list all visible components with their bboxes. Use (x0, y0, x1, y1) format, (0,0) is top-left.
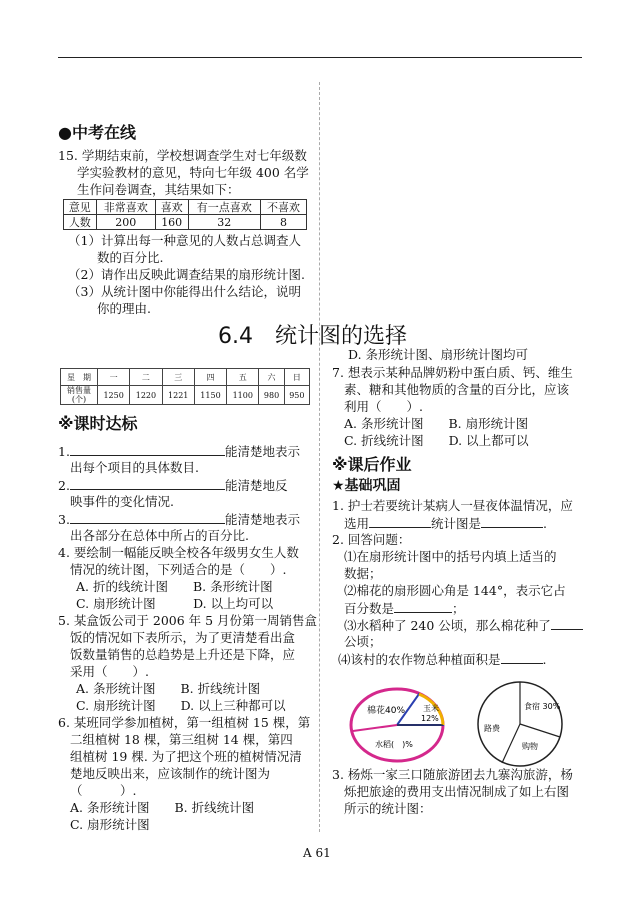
hw-q1-text-a: 选用 (344, 516, 370, 531)
q7-line-2: 素、糖和其他物质的含量的百分比，应该 (344, 382, 570, 397)
cotton-label: 棉花40% (367, 706, 406, 716)
q4-line-1: 4. 要绘制一幅能反映全校各年级男女生人数 (58, 545, 299, 560)
q6-line-2: 二组植树 18 棵，第三组树 14 棵，第四 (70, 732, 293, 747)
q7-option-ab: A. 条形统计图 B. 扇形统计图 (344, 416, 529, 431)
table-cell: 1250 (98, 386, 130, 405)
table-header-cell: 五 (227, 369, 259, 386)
section-zhongkao: ●中考在线 (58, 123, 136, 142)
q6-option-d: D. 条形统计图、扇形统计图均可 (348, 347, 529, 362)
q3-line-2: 出各部分在总体中所占的百分比. (70, 528, 249, 543)
hw-q2-blank-2 (551, 616, 583, 630)
q7-line-3: 利用（ ）. (344, 399, 423, 414)
q15-part-3b: 你的理由. (97, 301, 151, 316)
crop-pie-chart (345, 685, 465, 765)
table-header-cell: 四 (194, 369, 226, 386)
hw-q2-text: ⑷该村的农作物总种植面积是 (338, 652, 501, 667)
table-cell: 980 (259, 386, 284, 405)
table-header-cell: 喜欢 (155, 200, 188, 215)
hw-q2-part-3 (344, 616, 583, 634)
table-header-cell: 不喜欢 (261, 200, 307, 215)
q1-text: 能清楚地表示 (224, 444, 300, 459)
q6-option-c: C. 扇形统计图 (70, 817, 150, 832)
expense-pie-chart (472, 677, 568, 771)
q5-line-3: 饭数量销售的总趋势是上升还是下降，应 (70, 647, 296, 662)
hw-q3-line-2: 烁把旅途的费用支出情况制成了如上右图 (344, 784, 570, 799)
q5-line-1: 5. 某盒饭公司于 2006 年 5 月份第一周销售盒 (58, 613, 318, 628)
table-cell: 1221 (162, 386, 194, 405)
q15-part-3: （3）从统计图中你能得出什么结论，说明 (68, 284, 301, 299)
table-cell: 950 (284, 386, 309, 405)
page-number: A 61 (303, 846, 331, 860)
hw-q2-part-2b (344, 599, 465, 617)
table-header-cell: 一 (98, 369, 130, 386)
q15-line-3: 生作问卷调查，其结果如下： (77, 182, 240, 197)
q2-blank (70, 476, 225, 490)
q15-part-1: （1）计算出每一种意见的人数占总调查人 (68, 233, 301, 248)
hw-q1-blank-1 (369, 514, 431, 528)
q6-line-4: 楚地反映出来，应该制作的统计图为 (70, 766, 271, 781)
table-cell: 32 (188, 215, 261, 230)
q1-blank (70, 442, 225, 456)
q4-option-ab: A. 折的线统计图 B. 条形统计图 (76, 579, 273, 594)
q6-line-1: 6. 某班同学参加植树，第一组植树 15 棵，第 (58, 715, 311, 730)
corn-label: 玉米 (423, 704, 439, 713)
column-divider (319, 82, 320, 832)
weekly-sales-table (60, 368, 310, 405)
hw-q1-line-1: 1. 护士若要统计某病人一昼夜体温情况，应 (332, 498, 573, 513)
q3-text: 能清楚地表示 (224, 512, 300, 527)
q3-blank (70, 510, 225, 524)
table-cell: 160 (155, 215, 188, 230)
q5-line-4: 采用（ ）. (70, 664, 149, 679)
hw-q2-text: ； (452, 601, 465, 616)
table-header-cell: 星 期 (61, 369, 98, 386)
table-header-cell: 意见 (64, 200, 97, 215)
corn-percent: 12% (421, 714, 439, 723)
table-header-cell: 三 (162, 369, 194, 386)
hw-q3-line-1: 3. 杨烁一家三口随旅游团去九寨沟旅游，杨 (332, 767, 573, 782)
q2-number: 2. (58, 478, 70, 493)
hw-q2-text: . (542, 652, 547, 667)
q15-line-1: 15. 学期结束前，学校想调查学生对七年级数 (58, 148, 307, 163)
hw-q2-text: ⑶水稻种了 240 公顷，那么棉花种了 (344, 618, 551, 633)
table-cell: 1100 (227, 386, 259, 405)
q6-line-3: 组植树 19 棵. 为了把这个班的植树情况清 (70, 749, 302, 764)
table-header-cell: 日 (284, 369, 309, 386)
q7-line-1: 7. 想表示某种品牌奶粉中蛋白质、钙、维生 (332, 365, 573, 380)
table-cell: 200 (96, 215, 155, 230)
hw-q2-blank-3 (501, 650, 543, 664)
q5-option-cd: C. 扇形统计图 D. 以上三种都可以 (76, 698, 286, 713)
table-cell: 人数 (64, 215, 97, 230)
hw-q2-part-1: ⑴在扇形统计图中的括号内填上适当的 (344, 549, 557, 564)
hw-q1-line-2 (344, 514, 547, 532)
q3-line (58, 510, 300, 528)
shopping-label: 购物 (522, 742, 538, 751)
q1-number: 1. (58, 444, 70, 459)
q15-line-2: 学实验教材的意见，特向七年级 400 名学 (77, 165, 309, 180)
q15-part-1b: 数的百分比. (97, 250, 164, 265)
table-cell: 1150 (194, 386, 226, 405)
hw-q2-part-3b: 公顷； (344, 634, 382, 649)
q1-line-2: 出每个项目的具体数目. (70, 460, 199, 475)
table-cell: 1220 (130, 386, 162, 405)
opinion-table (63, 199, 307, 230)
q1-line (58, 442, 300, 460)
table-header-cell: 二 (130, 369, 162, 386)
q6-option-ab: A. 条形统计图 B. 折线统计图 (70, 800, 255, 815)
section-jichu: ★基础巩固 (332, 478, 401, 494)
q2-line-2: 映事件的变化情况. (70, 494, 174, 509)
table-cell: 销售量(个) (61, 386, 98, 405)
hw-q2-part-1b: 数据； (344, 566, 382, 581)
hw-q1-blank-2 (481, 514, 543, 528)
q4-option-cd: C. 扇形统计图 D. 以上均可以 (76, 596, 274, 611)
q4-line-2: 情况的统计图，下列适合的是（ ）. (70, 562, 287, 577)
rice-label: 水稻( )% (375, 740, 413, 749)
section-keshi: ※课时达标 (58, 414, 138, 433)
q15-part-2: （2）请作出反映此调查结果的扇形统计图. (68, 267, 305, 282)
hw-q3-line-3: 所示的统计图： (344, 801, 432, 816)
q6-line-5: （ ）. (70, 783, 137, 798)
table-header-cell: 非常喜欢 (96, 200, 155, 215)
q5-line-2: 饭的情况如下表所示，为了更清楚看出盒 (70, 630, 296, 645)
hw-q1-text-c: . (543, 516, 548, 531)
table-header-cell: 六 (259, 369, 284, 386)
hw-q2-part-2: ⑵棉花的扇形圆心角是 144°，表示它占 (344, 583, 566, 598)
q3-number: 3. (58, 512, 70, 527)
q2-text: 能清楚地反 (224, 478, 288, 493)
lodging-label: 食宿 30% (524, 702, 561, 711)
top-rule (58, 57, 582, 58)
hw-q1-text-b: 统计图是 (431, 516, 482, 531)
section-kehou: ※课后作业 (332, 455, 412, 474)
table-cell: 8 (261, 215, 307, 230)
q2-line (58, 476, 287, 494)
travel-label: 路费 (484, 724, 500, 733)
q7-option-cd: C. 折线统计图 D. 以上都可以 (344, 433, 529, 448)
page-title: 6.4 统计图的选择 (218, 324, 407, 349)
hw-q2-text: 百分数是 (344, 601, 395, 616)
hw-q2-part-4 (338, 650, 547, 668)
hw-q2-line-1: 2. 回答问题： (332, 532, 411, 547)
hw-q2-blank-1 (394, 599, 452, 613)
table-header-cell: 有一点喜欢 (188, 200, 261, 215)
q5-option-ab: A. 条形统计图 B. 折线统计图 (76, 681, 261, 696)
